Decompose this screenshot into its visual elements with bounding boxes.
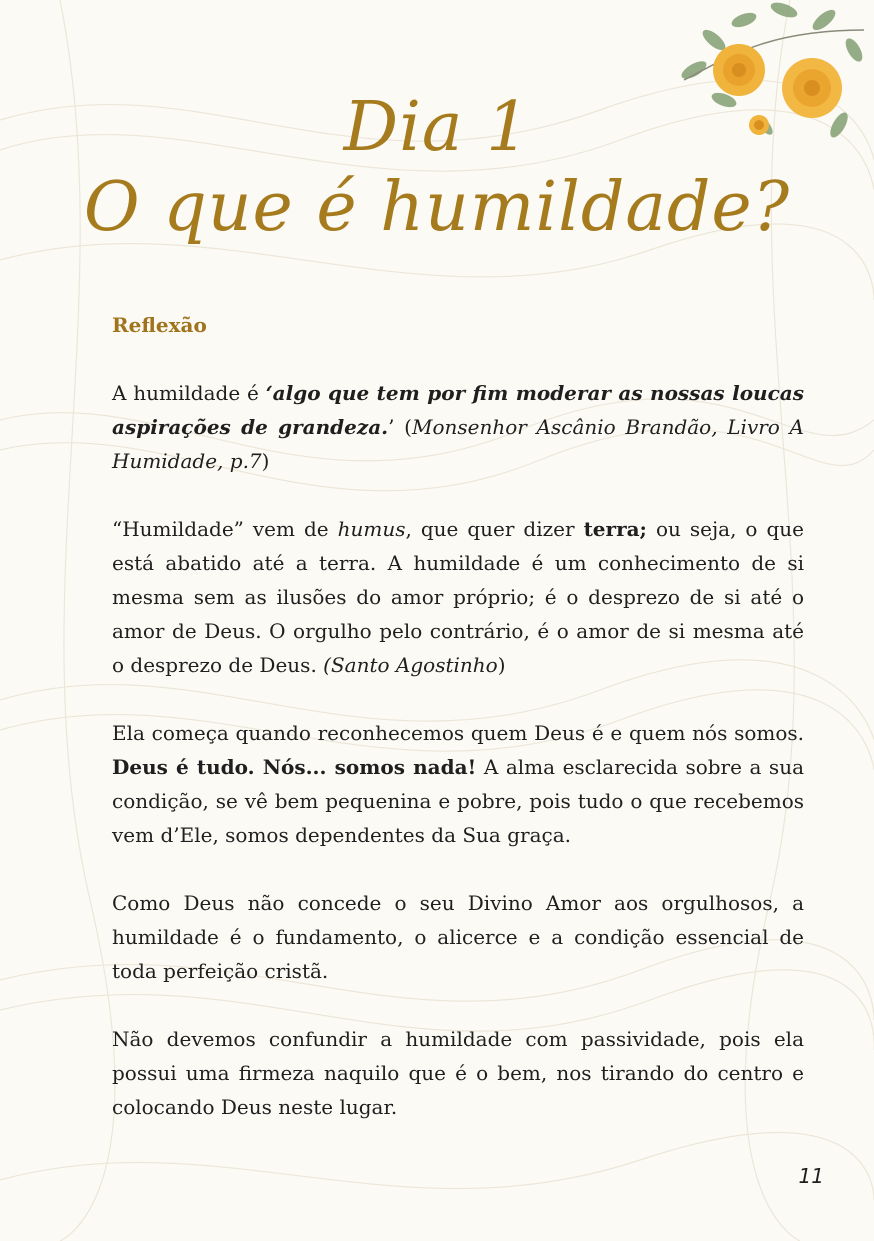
- p1-text-a: A humildade é: [112, 381, 266, 405]
- p1-quote: ‘algo que tem por fim moderar as nossas loucas aspirações de grandeza.: [112, 381, 804, 439]
- paragraph-4: Como Deus não concede o seu Divino Amor aos orgulhosos, a humildade é o fundamento, o alicerce e a condição essencial de toda perfeição cristã.: [112, 891, 804, 983]
- p2-humus: humus: [337, 517, 406, 541]
- page-number: 11: [798, 1164, 824, 1188]
- p2-terra: terra;: [583, 517, 647, 541]
- p3-text-c: A alma esclarecida sobre a sua condição, se vê bem pequenina e pobre, pois tudo o que recebemos vem d’Ele, somos dependentes da Sua graça.: [112, 755, 805, 847]
- p3-text-a: Ela começa quando reconhecemos quem Deus é e quem nós somos.: [112, 721, 804, 745]
- reflection-section: [112, 308, 804, 1124]
- section-heading: Reflexão: [112, 313, 207, 337]
- p2-text-e: ou seja, o que está abatido até a terra. A humildade é um conhecimento de si mesma sem as ilusões do amor próprio; é o desprezo de si até o amor de Deus. O orgulho pelo contrário, é o amor de si mesma até o desprezo de Deus.: [112, 517, 804, 677]
- p2-text-a: “Humildade” vem de: [112, 517, 338, 541]
- p2-text-g: ): [497, 653, 506, 677]
- paragraph-2: [112, 512, 804, 682]
- paragraph-5: Não devemos confundir a humildade com passividade, pois ela possui uma firmeza naquilo que é o bem, nos tirando do centro e colocando Deus neste lugar.: [112, 1027, 804, 1119]
- p1-text-e: ): [261, 449, 270, 473]
- title-line-1: Dia 1: [343, 88, 531, 167]
- page-title: [0, 88, 874, 248]
- p1-text-c: ’ (: [388, 415, 412, 439]
- p3-emphasis: Deus é tudo. Nós... somos nada!: [112, 755, 477, 779]
- p2-text-c: , que quer dizer: [405, 517, 584, 541]
- p1-citation: Monsenhor Ascânio Brandão, Livro A Humidade, p.7: [112, 415, 804, 473]
- p2-citation: (Santo Agostinho: [323, 653, 498, 677]
- paragraph-3: [112, 716, 804, 852]
- title-line-2: O que é humildade?: [83, 168, 791, 247]
- paragraph-1: [112, 376, 804, 478]
